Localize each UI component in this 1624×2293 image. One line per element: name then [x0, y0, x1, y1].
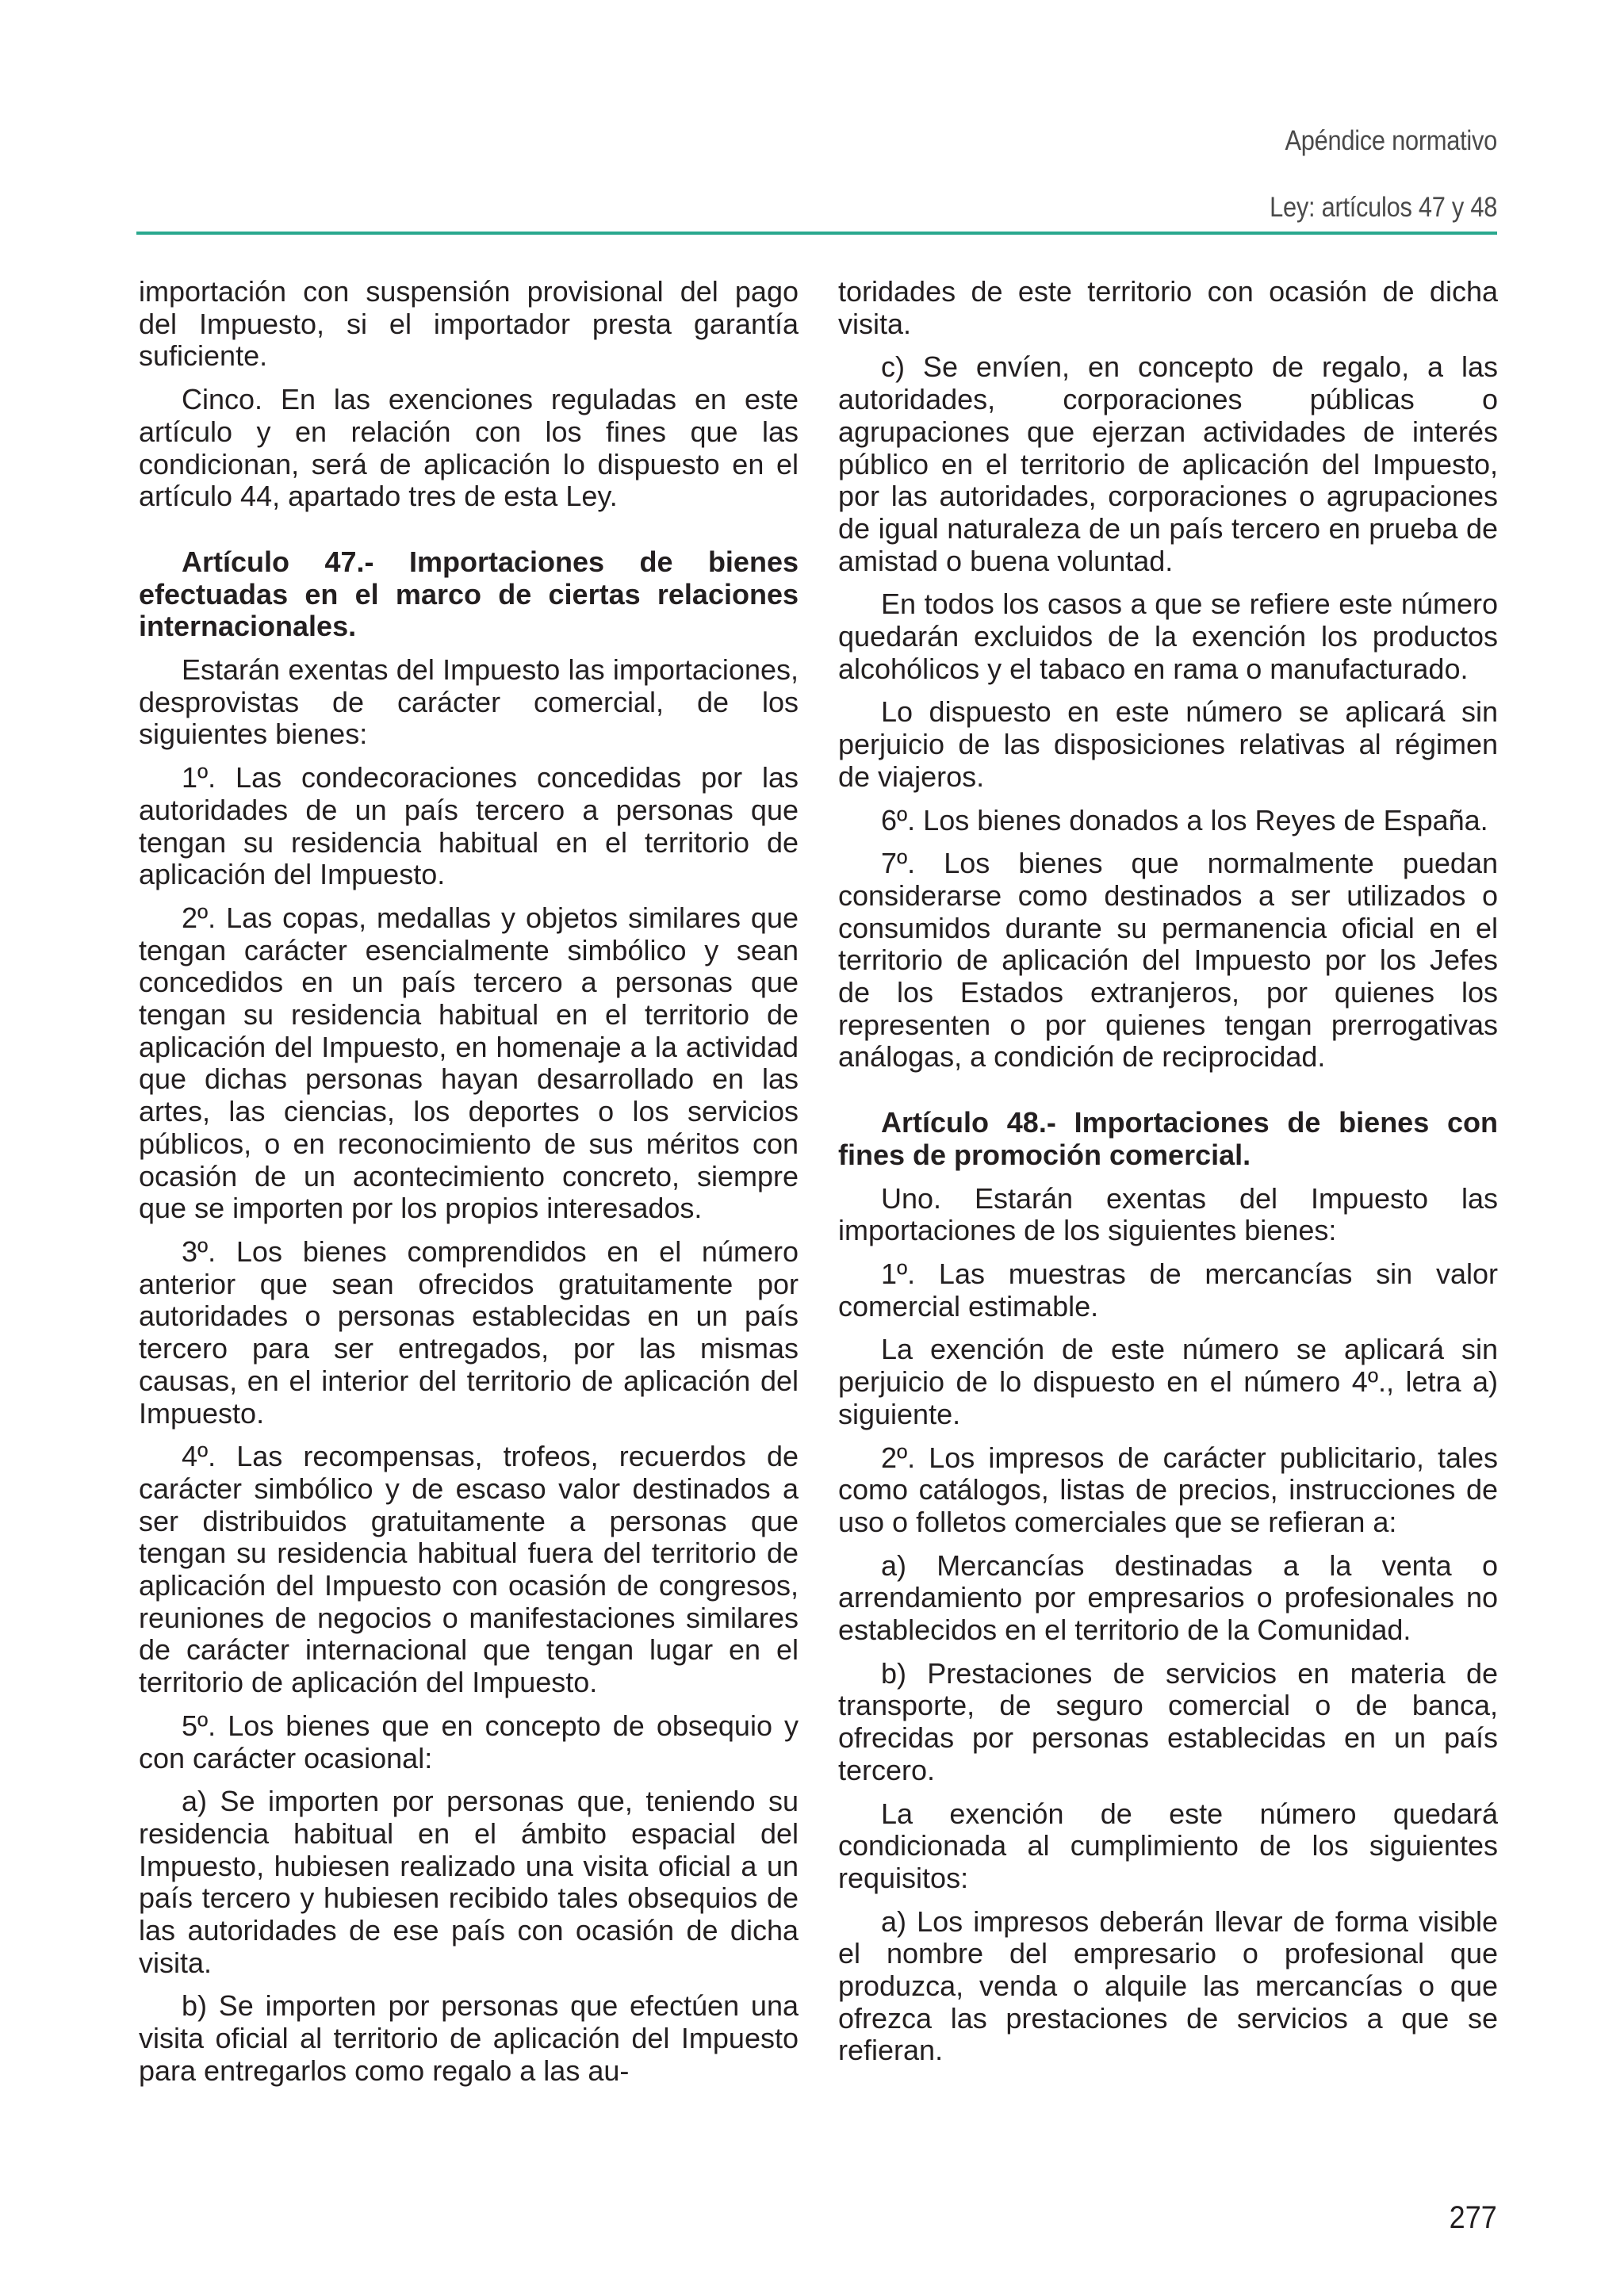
paragraph: a) Mercancías destinadas a la venta o arrendamiento por empresarios o profesionales no establecidos en el territorio de la Comunidad.: [838, 1548, 1498, 1647]
paragraph: 3º. Los bienes comprendidos en el número anterior que sean ofrecidos gratuitamente por autoridades o personas establecidas en un país tercero para ser entregados, por las mismas causas, en el interior del territorio de aplicación del Impuesto.: [139, 1235, 799, 1430]
paragraph: 1º. Las muestras de mercancías sin valor comercial estimable.: [838, 1257, 1498, 1323]
left-text-column: [139, 276, 799, 2099]
paragraph: b) Prestaciones de servicios en materia de transporte, de seguro comercial o de banca, ofrecidas por personas establecidas en un país tercero.: [838, 1656, 1498, 1786]
paragraph: 6º. Los bienes donados a los Reyes de España.: [881, 803, 1488, 836]
paragraph: Estarán exentas del Impuesto las importaciones, desprovistas de carácter comercial, de los siguientes bienes:: [139, 653, 799, 751]
article-heading: Artículo 47.- Importaciones de bienes efectuadas en el marco de ciertas relaciones internacionales.: [139, 545, 799, 643]
paragraph: Uno. Estarán exentas del Impuesto las importaciones de los siguientes bienes:: [838, 1181, 1498, 1247]
paragraph: 4º. Las recompensas, trofeos, recuerdos de carácter simbólico y de escaso valor destinados a ser distribuidos gratuitamente a personas que tengan su residencia habitual fuera del territorio de aplicación del Impuesto con ocasión de congresos, reuniones de negocios o manifestaciones similares de carácter internacional que tengan lugar en el territorio de aplicación del Impuesto.: [139, 1440, 799, 1699]
paragraph: 1º. Las condecoraciones concedidas por las autoridades de un país tercero a personas que tengan su residencia habitual en el territorio de aplicación del Impuesto.: [139, 761, 799, 891]
running-header-subsection: Ley: artículos 47 y 48: [1270, 192, 1497, 223]
page-number: 277: [1449, 2200, 1497, 2235]
running-header-section: Apéndice normativo: [1285, 125, 1497, 156]
paragraph: b) Se importen por personas que efectúen una visita oficial al territorio de aplicación del Impuesto para entregarlos como regalo a las au-: [139, 1989, 799, 2087]
paragraph: En todos los casos a que se refiere este número quedarán excluidos de la exención los productos alcohólicos y el tabaco en rama o manufacturado.: [838, 588, 1498, 685]
article-heading: Artículo 48.- Importaciones de bienes con fines de promoción comercial.: [838, 1106, 1498, 1171]
right-text-column: [838, 276, 1498, 2078]
paragraph: Lo dispuesto en este número se aplicará sin perjuicio de las disposiciones relativas al régimen de viajeros.: [838, 695, 1498, 793]
paragraph: La exención de este número quedará condicionada al cumplimiento de los siguientes requisitos:: [838, 1797, 1498, 1894]
paragraph: a) Los impresos deberán llevar de forma visible el nombre del empresario o profesional que produzca, venda o alquile las mercancías o que ofrezca las prestaciones de servicios a que se refieran.: [838, 1904, 1498, 2067]
paragraph: 5º. Los bienes que en concepto de obsequio y con carácter ocasional:: [139, 1709, 799, 1774]
paragraph: toridades de este territorio con ocasión de dicha visita.: [838, 275, 1498, 340]
paragraph: Cinco. En las exenciones reguladas en este artículo y en relación con los fines que las condicionan, será de aplicación lo dispuesto en el artículo 44, apartado tres de esta Ley.: [139, 383, 799, 513]
paragraph: 2º. Las copas, medallas y objetos similares que tengan carácter esencialmente simbólico y sean concedidos en un país tercero a personas que tengan su residencia habitual en el territorio de aplicación del Impuesto, en homenaje a la actividad que dichas personas hayan desarrollado en las artes, las ciencias, los deportes o los servicios públicos, o en reconocimiento de sus méritos con ocasión de un acontecimiento concreto, siempre que se importen por los propios interesados.: [139, 901, 799, 1225]
paragraph: 7º. Los bienes que normalmente puedan considerarse como destinados a ser utilizados o consumidos durante su permanencia oficial en el territorio de aplicación del Impuesto por los Jefes de los Estados extranjeros, por quienes los representen o por quienes tengan prerrogativas análogas, a condición de reciprocidad.: [838, 847, 1498, 1074]
paragraph: importación con suspensión provisional del pago del Impuesto, si el importador presta garantía suficiente.: [139, 275, 799, 373]
paragraph: c) Se envíen, en concepto de regalo, a las autoridades, corporaciones públicas o agrupaciones que ejerzan actividades de interés público en el territorio de aplicación del Impuesto, por las autoridades, corporaciones o agrupaciones de igual naturaleza de un país tercero en prueba de amistad o buena voluntad.: [838, 350, 1498, 577]
paragraph: La exención de este número se aplicará sin perjuicio de lo dispuesto en el número 4º., letra a) siguiente.: [838, 1333, 1498, 1430]
header-divider: [136, 232, 1497, 235]
paragraph: a) Se importen por personas que, teniendo su residencia habitual en el ámbito espacial del Impuesto, hubiesen realizado una visita oficial a un país tercero y hubiesen recibido tales obsequios de las autoridades de ese país con ocasión de dicha visita.: [139, 1785, 799, 1979]
paragraph: 2º. Los impresos de carácter publicitario, tales como catálogos, listas de precios, instrucciones de uso o folletos comerciales que se refieran a:: [838, 1441, 1498, 1538]
